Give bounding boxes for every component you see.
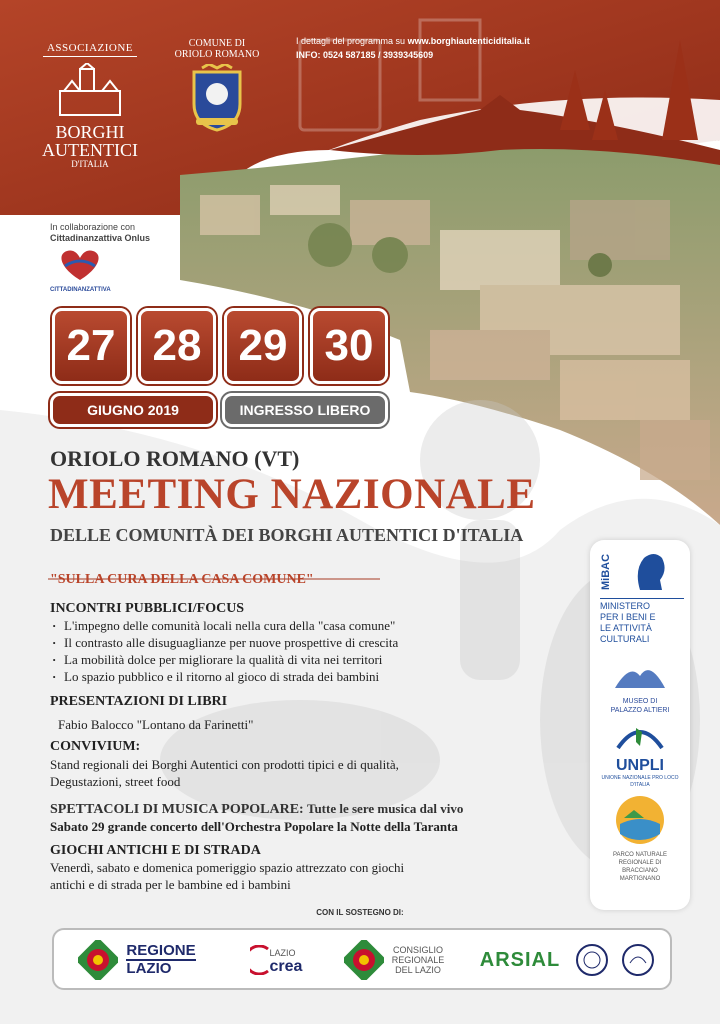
motto: "SULLA CURA DELLA CASA COMUNE" bbox=[50, 572, 314, 587]
seal-icon bbox=[618, 940, 658, 980]
regione-line2: LAZIO bbox=[126, 960, 172, 977]
libri-title: PRESENTAZIONI DI LIBRI bbox=[50, 694, 228, 709]
mibac-line: LE ATTIVITÀ bbox=[600, 623, 652, 633]
incontri-title: INCONTRI PUBBLICI/FOCUS bbox=[50, 601, 245, 616]
regione-lazio-logo bbox=[62, 940, 212, 980]
cittadinanzattiva-logo bbox=[50, 248, 110, 293]
convivium-title: CONVIVIUM: bbox=[50, 739, 141, 754]
heart-icon bbox=[55, 248, 105, 282]
parco-logo bbox=[598, 794, 682, 883]
parco-sun-icon bbox=[614, 794, 666, 846]
subtitle: DELLE COMUNITÀ DEI BORGHI AUTENTICI D'ITALIA bbox=[50, 525, 524, 545]
regione-emblem-icon bbox=[78, 940, 118, 980]
location-title: ORIOLO ROMANO (VT) bbox=[50, 446, 300, 471]
seal-icon bbox=[572, 940, 612, 980]
date-day-4: 30 bbox=[310, 308, 388, 384]
list-item: · La mobilità dolce per migliorare la qualità di vita nei territori bbox=[50, 651, 398, 668]
village-icon bbox=[50, 63, 130, 119]
laziocrea-line2: crea bbox=[269, 958, 303, 975]
list-item: · L'impegno delle comunità locali nella cura della "casa comune" bbox=[50, 617, 398, 634]
musica-line2: Sabato 29 grande concerto dell'Orchestra Popolare la Notte della Taranta bbox=[50, 819, 458, 834]
collab-label: In collaborazione con bbox=[50, 222, 136, 232]
info-phone: INFO: 0524 587185 / 3939345609 bbox=[296, 50, 434, 60]
comune-logo bbox=[162, 38, 272, 132]
collab-logo-text: CITTADINANZATTIVA bbox=[50, 287, 111, 293]
collaboration bbox=[50, 222, 150, 244]
consiglio-line: CONSIGLIO bbox=[392, 945, 443, 955]
partners-panel bbox=[590, 540, 690, 910]
museo-icon bbox=[610, 658, 670, 692]
convivium-line1: Stand regionali dei Borghi Autentici con prodotti tipici e di qualità, bbox=[50, 757, 399, 772]
mibac-line: MINISTERO bbox=[600, 601, 651, 611]
mibac-logo bbox=[600, 550, 684, 645]
list-item: · Lo spazio pubblico e il ritorno al gioco di strada dei bambini bbox=[50, 668, 398, 685]
date-day-2: 28 bbox=[138, 308, 216, 384]
entry-pill: INGRESSO LIBERO bbox=[222, 393, 388, 427]
borghi-autentici-logo bbox=[20, 38, 160, 188]
consiglio-emblem-icon bbox=[344, 940, 384, 980]
logo-line1: BORGHI bbox=[55, 122, 125, 142]
unpli-sub: UNIONE NAZIONALE PRO LOCO D'ITALIA bbox=[601, 775, 679, 788]
logo-line2: AUTENTICI bbox=[42, 140, 138, 160]
date-day-3: 29 bbox=[224, 308, 302, 384]
incontri-list bbox=[50, 617, 398, 685]
unpli-logo bbox=[598, 722, 682, 789]
comune-line2: ORIOLO ROMANO bbox=[174, 49, 260, 60]
mibac-head-icon bbox=[630, 550, 670, 594]
museo-line: PALAZZO ALTIERI bbox=[610, 707, 670, 714]
assoc-label: ASSOCIAZIONE bbox=[43, 42, 137, 57]
collab-name: Cittadinanzattiva Onlus bbox=[50, 233, 151, 243]
program-text: I dettagli del programma su bbox=[296, 36, 406, 46]
mibac-line: PER I BENI E bbox=[600, 612, 656, 622]
parco-line: BRACCIANO bbox=[622, 868, 658, 874]
laziocrea-logo bbox=[236, 940, 316, 980]
program-info bbox=[296, 34, 530, 62]
consiglio-regionale-logo bbox=[324, 940, 464, 980]
month-pill: GIUGNO 2019 bbox=[50, 393, 216, 427]
comune-line1: COMUNE DI bbox=[188, 38, 246, 49]
arsial-text: ARSIAL bbox=[479, 948, 561, 971]
date-day-1: 27 bbox=[52, 308, 130, 384]
coat-of-arms-icon bbox=[182, 64, 252, 132]
musica-block bbox=[50, 801, 463, 818]
museo-line: MUSEO DI bbox=[622, 698, 658, 705]
giochi-line1: Venerdì, sabato e domenica pomeriggio spazio attrezzato con giochi bbox=[50, 860, 405, 875]
consiglio-line: DEL LAZIO bbox=[395, 965, 441, 975]
unpli-text: UNPLI bbox=[616, 757, 664, 774]
libri-text: Fabio Balocco "Lontano da Farinetti" bbox=[58, 717, 254, 732]
musica-line1: Tutte le sere musica dal vivo bbox=[306, 801, 464, 816]
list-item: · Il contrasto alle disuguaglianze per nuove prospettive di crescita bbox=[50, 634, 398, 651]
italy-icon bbox=[610, 722, 670, 752]
consiglio-line: REGIONALE bbox=[391, 955, 445, 965]
laziocrea-line1: LAZIO bbox=[269, 948, 296, 958]
convivium-line2: Degustazioni, street food bbox=[50, 774, 181, 789]
arsial-logo bbox=[478, 940, 562, 980]
giochi-line2: antichi e di strada per le bambine ed i bambini bbox=[50, 877, 291, 892]
mibac-line: CULTURALI bbox=[600, 634, 650, 644]
logo-line3: D'ITALIA bbox=[71, 159, 109, 169]
parco-line: MARTIGNANO bbox=[619, 876, 661, 882]
musica-title: SPETTACOLI DI MUSICA POPOLARE: bbox=[50, 802, 304, 817]
main-title: MEETING NAZIONALE bbox=[48, 471, 536, 518]
program-url[interactable]: www.borghiautenticiditalia.it bbox=[407, 36, 530, 46]
laziocrea-c-icon bbox=[250, 945, 270, 975]
parco-line: PARCO NATURALE bbox=[612, 852, 668, 858]
sponsors-label: CON IL SOSTEGNO DI: bbox=[316, 908, 404, 917]
regione-line1: REGIONE bbox=[126, 942, 196, 959]
museo-logo bbox=[598, 658, 682, 715]
giochi-title: GIOCHI ANTICHI E DI STRADA bbox=[50, 843, 261, 858]
parco-line: REGIONALE DI bbox=[618, 860, 662, 866]
mibac-abbr: MiBAC bbox=[600, 553, 612, 590]
